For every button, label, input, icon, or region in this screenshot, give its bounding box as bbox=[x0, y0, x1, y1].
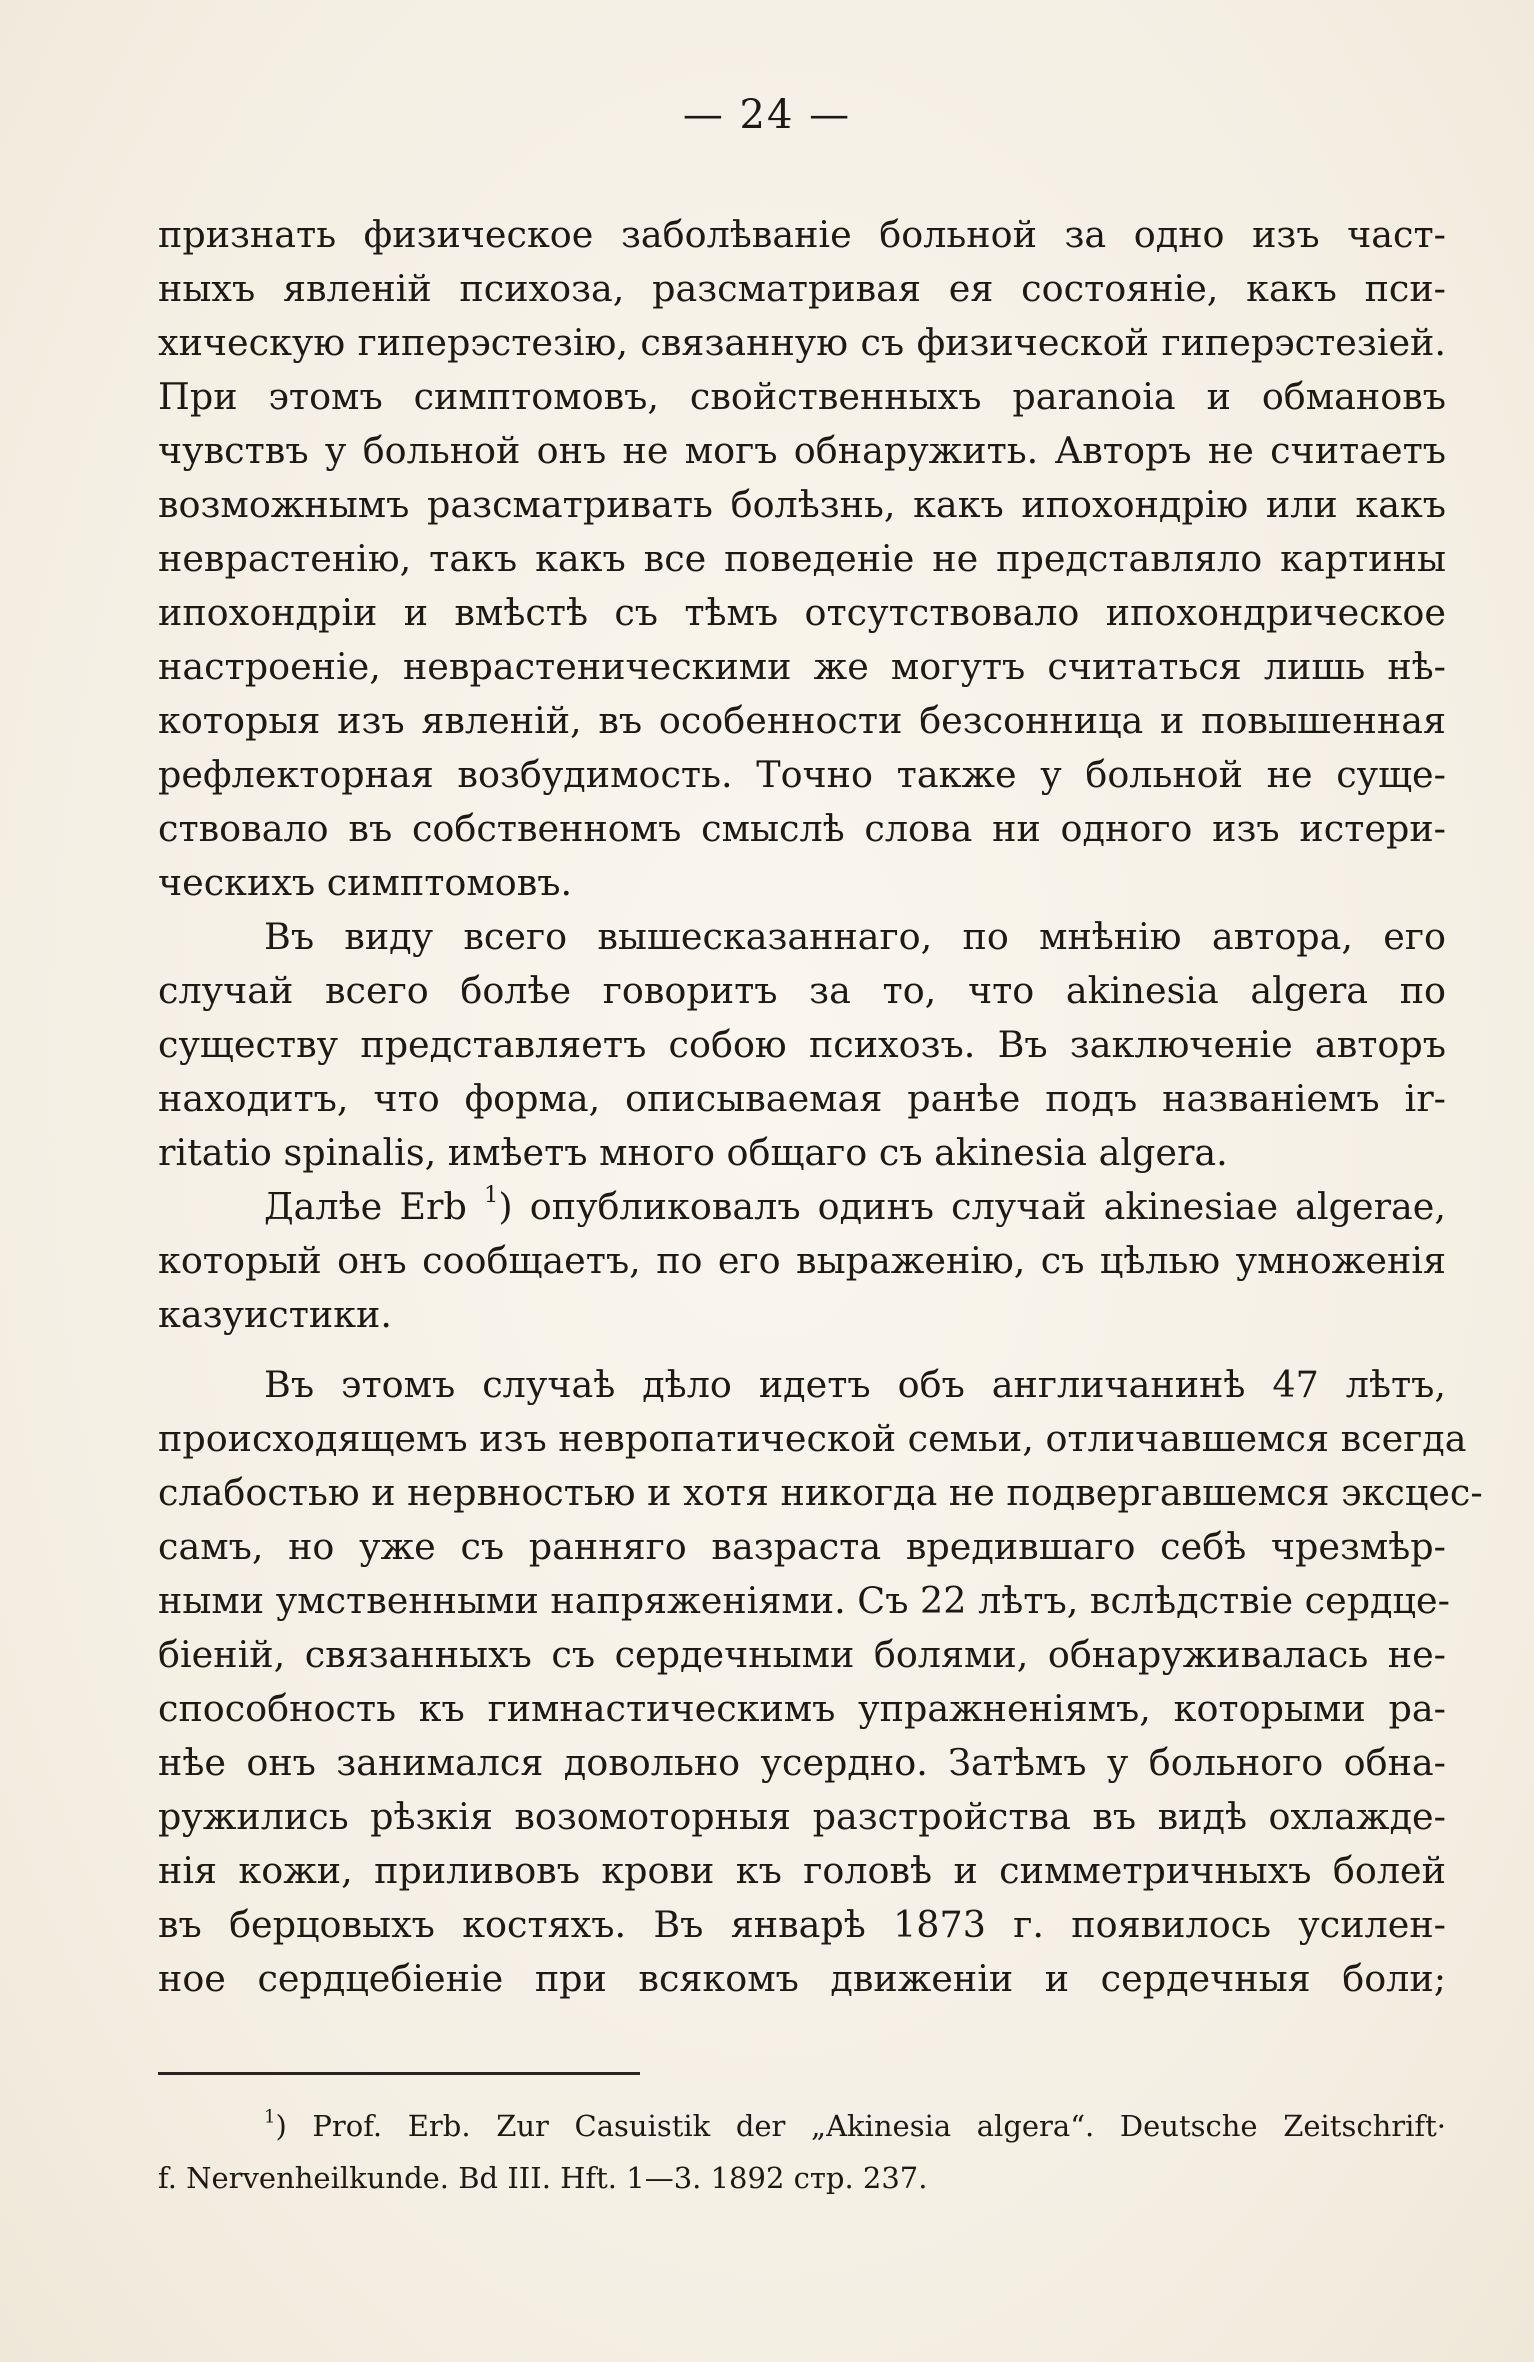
text-line: случай всего болѣе говоритъ за то, что akinesia algera по bbox=[158, 969, 1446, 1012]
text-line: самъ, но уже съ ранняго вазраста вредившаго себѣ чрезмѣр- bbox=[158, 1525, 1446, 1568]
text-line: признать физическое заболѣваніе больной за одно изъ част- bbox=[158, 213, 1446, 256]
text-line-with-footnote-ref bbox=[158, 1180, 1446, 1234]
text-line: нѣе онъ занимался довольно усердно. Затѣмъ у больного обна- bbox=[158, 1741, 1446, 1784]
text-fragment: ) опубликовалъ одинъ случай akinesiae algerae, bbox=[498, 1185, 1446, 1228]
footnote-divider bbox=[158, 2072, 640, 2075]
text-line: неврастенію, такъ какъ все поведеніе не представляло картины bbox=[158, 537, 1446, 580]
footnote-text: ) Prof. Erb. Zur Casuistik der „Akinesia algera“. Deutsche Zeitschrift· bbox=[275, 2109, 1446, 2143]
text-line: въ берцовыхъ костяхъ. Въ январѣ 1873 г. появилось усилен- bbox=[158, 1903, 1446, 1946]
text-line: казуистики. bbox=[158, 1293, 392, 1336]
footnote-line bbox=[158, 2100, 1446, 2152]
text-line: ческихъ симптомовъ. bbox=[158, 861, 573, 904]
text-line: чувствъ у больной онъ не могъ обнаружить. Авторъ не считаетъ bbox=[158, 429, 1446, 472]
footnote bbox=[158, 2100, 1446, 2204]
text-line: ritatio spinalis, имѣетъ много общаго съ akinesia algera. bbox=[158, 1131, 1228, 1174]
page-number: — 24 — bbox=[682, 92, 852, 138]
text-line: способность къ гимнастическимъ упражненіямъ, которыми ра- bbox=[158, 1687, 1446, 1730]
footnote-reference: 1 bbox=[483, 1182, 499, 1209]
text-line: При этомъ симптомовъ, свойственныхъ paranoia и обмановъ bbox=[158, 375, 1446, 418]
body-text bbox=[158, 208, 1483, 2006]
text-line: ствовало въ собственномъ смыслѣ слова ни одного изъ истери- bbox=[158, 807, 1446, 850]
text-line: хическую гиперэстезію, связанную съ физической гиперэстезіей. bbox=[158, 321, 1446, 364]
text-line: возможнымъ разсматривать болѣзнь, какъ ипохондрію или какъ bbox=[158, 483, 1446, 526]
text-line: біеній, связанныхъ съ сердечными болями, обнаруживалась не- bbox=[158, 1633, 1446, 1676]
text-line: ное сердцебіеніе при всякомъ движеніи и сердечныя боли; bbox=[158, 1957, 1446, 2000]
text-line: Въ виду всего вышесказаннаго, по мнѣнію автора, его bbox=[264, 915, 1446, 958]
footnote-line: f. Nervenheilkunde. Bd III. Hft. 1—3. 1892 стр. 237. bbox=[158, 2161, 928, 2195]
text-line: рефлекторная возбудимость. Точно также у больной не суще- bbox=[158, 753, 1446, 796]
text-line: которыя изъ явленій, въ особенности безсонница и повышенная bbox=[158, 699, 1446, 742]
text-line: который онъ сообщаетъ, по его выраженію, съ цѣлью умноженія bbox=[158, 1239, 1446, 1282]
text-line: ныхъ явленій психоза, разсматривая ея состояніе, какъ пси- bbox=[158, 267, 1446, 310]
text-line: существу представляетъ собою психозъ. Въ заключеніе авторъ bbox=[158, 1023, 1446, 1066]
text-line: настроеніе, неврастеническими же могутъ считаться лишь нѣ- bbox=[158, 645, 1446, 688]
text-line: нія кожи, приливовъ крови къ головѣ и симметричныхъ болей bbox=[158, 1849, 1446, 1892]
text-line: ными умственными напряженіями. Съ 22 лѣтъ, вслѣдствіе сердце- bbox=[158, 1579, 1450, 1622]
text-fragment: Далѣе Erb bbox=[264, 1185, 467, 1228]
text-line: Въ этомъ случаѣ дѣло идетъ объ англичанинѣ 47 лѣтъ, bbox=[264, 1363, 1446, 1406]
text-line: слабостью и нервностью и хотя никогда не подвергавшемся эксцес- bbox=[158, 1471, 1483, 1514]
text-line: ружились рѣзкія возомоторныя разстройства въ видѣ охлажде- bbox=[158, 1795, 1446, 1838]
text-line: происходящемъ изъ невропатической семьи, отличавшемся всегда bbox=[158, 1417, 1467, 1460]
text-line: находитъ, что форма, описываемая ранѣе подъ названіемъ ir- bbox=[158, 1077, 1446, 1120]
text-line: ипохондріи и вмѣстѣ съ тѣмъ отсутствовало ипохондрическое bbox=[158, 591, 1446, 634]
footnote-marker: 1 bbox=[264, 2106, 276, 2128]
